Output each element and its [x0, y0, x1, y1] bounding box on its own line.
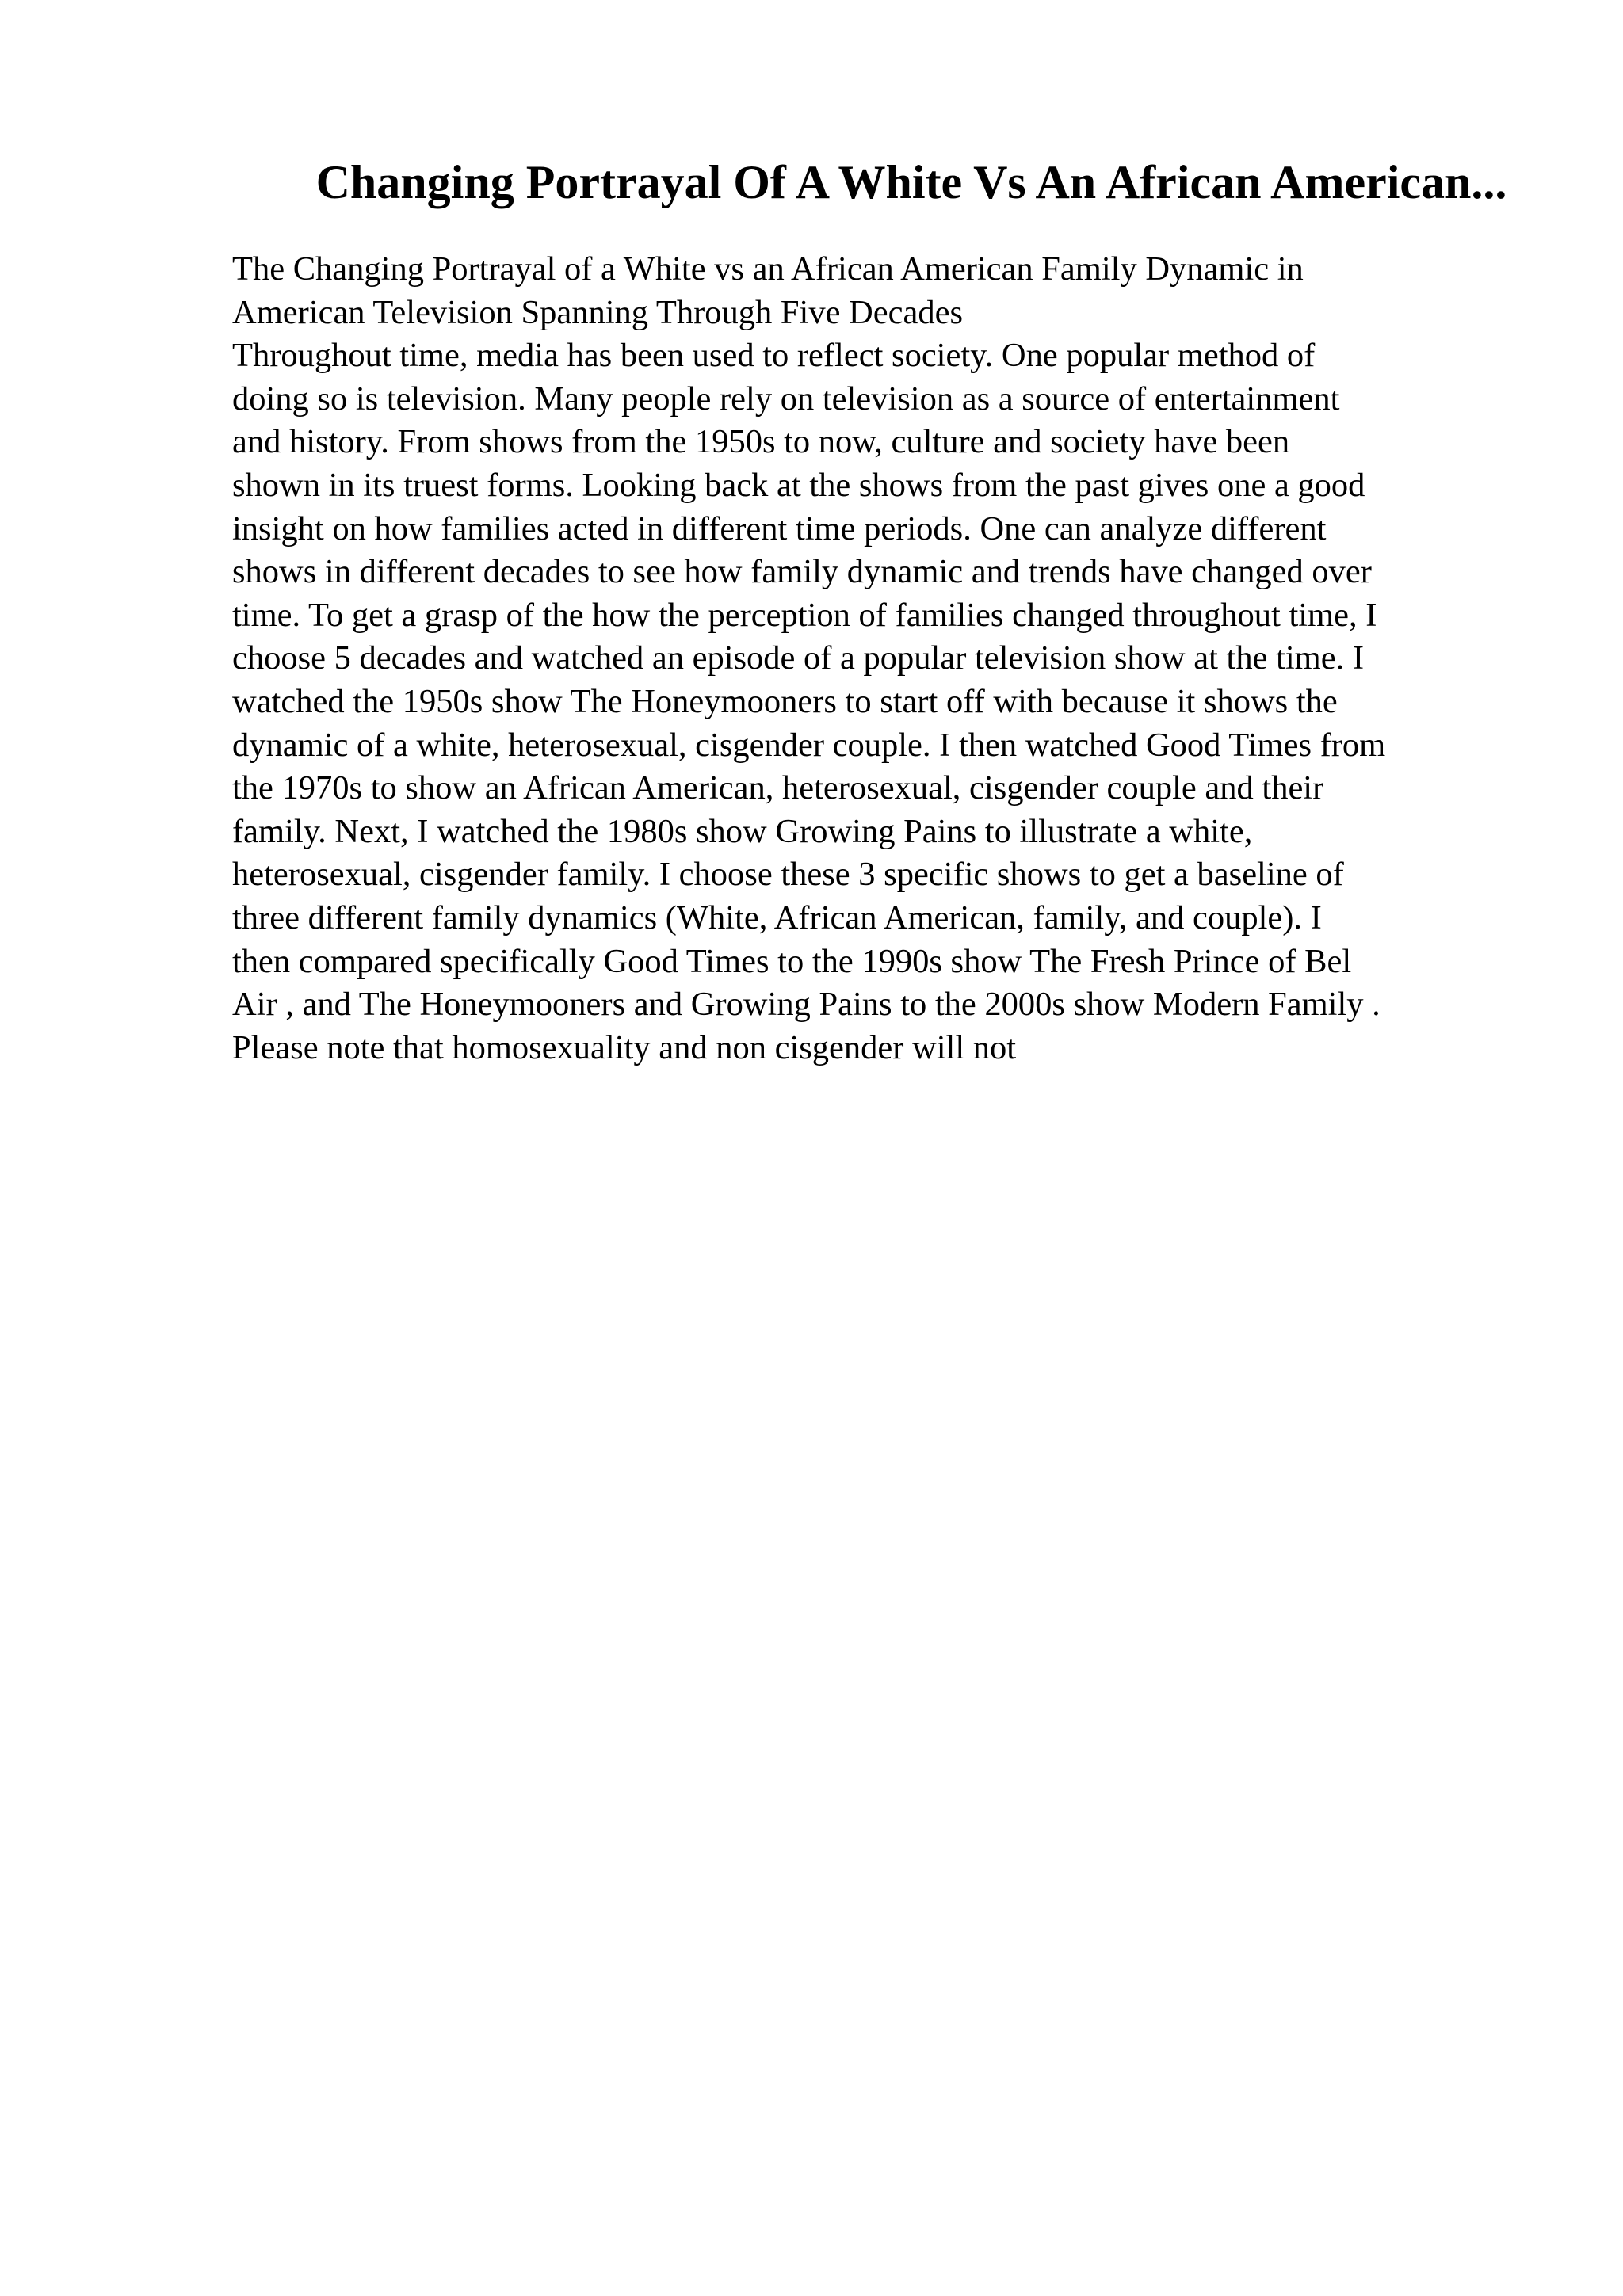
document-title: Changing Portrayal Of A White Vs An African American... [315, 156, 1507, 208]
body-line: and history. From shows from the 1950s to now, culture and society have been [232, 423, 1290, 461]
body-line: shows in different decades to see how family dynamic and trends have changed over [232, 553, 1372, 591]
body-line: the 1970s to show an African American, heterosexual, cisgender couple and their [232, 769, 1324, 807]
body-line: American Television Spanning Through Five Decades [232, 293, 963, 331]
body-line: heterosexual, cisgender family. I choose these 3 specific shows to get a baseline of [232, 856, 1344, 894]
body-line: then compared specifically Good Times to the 1990s show The Fresh Prince of Bel [232, 942, 1352, 980]
body-line: choose 5 decades and watched an episode of a popular television show at the time. I [232, 639, 1365, 677]
document-body [232, 248, 1512, 1070]
body-line: Throughout time, media has been used to reflect society. One popular method of [232, 337, 1316, 375]
body-line: family. Next, I watched the 1980s show Growing Pains to illustrate a white, [232, 812, 1253, 850]
body-line: insight on how families acted in different time periods. One can analyze different [232, 509, 1327, 547]
body-line: dynamic of a white, heterosexual, cisgender couple. I then watched Good Times from [232, 726, 1386, 764]
body-line: Please note that homosexuality and non cisgender will not [232, 1028, 1017, 1066]
body-line: doing so is television. Many people rely on television as a source of entertainment [232, 379, 1340, 418]
body-line: Air , and The Honeymooners and Growing Pains to the 2000s show Modern Family . [232, 986, 1381, 1024]
body-line: time. To get a grasp of the how the perception of families changed throughout time, I [232, 596, 1377, 634]
body-line: three different family dynamics (White, African American, family, and couple). I [232, 898, 1322, 936]
body-line: shown in its truest forms. Looking back at the shows from the past gives one a good [232, 466, 1365, 504]
body-line: watched the 1950s show The Honeymooners to start off with because it shows the [232, 682, 1338, 720]
body-line: The Changing Portrayal of a White vs an African American Family Dynamic in [232, 250, 1304, 288]
